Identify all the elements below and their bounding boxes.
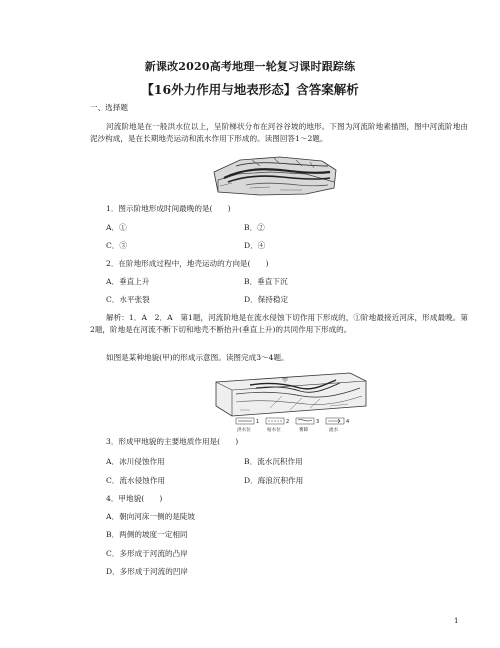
legend-num-1: 1 bbox=[256, 419, 260, 425]
question-3-option-a: A．冰川侵蚀作用 bbox=[106, 457, 165, 466]
question-2-option-a: A．垂直上升 bbox=[106, 277, 150, 286]
legend-num-4: 4 bbox=[346, 419, 350, 425]
legend-label-3: 雾障 bbox=[299, 428, 309, 433]
question-4-option-d: D．多形成于河流的凹岸 bbox=[106, 567, 189, 576]
question-1-option-a: A．① bbox=[106, 223, 127, 232]
question-3-option-d: D．海浪沉积作用 bbox=[244, 476, 304, 485]
document-title: 新课改2020高考地理一轮复习课时跟踪练 bbox=[144, 60, 356, 73]
question-3-option-b: B．流水沉积作用 bbox=[244, 457, 303, 466]
landform-block-diagram bbox=[210, 370, 372, 434]
answer-analysis: 解析：1．A 2．A 第1题，河流阶地是在流水侵蚀下切作用下形成的，①阶地最接近河床，形成最晚。第2题，阶地是在河流不断下切和地壳不断抬升(垂直上升)的共同作用下形成的。 bbox=[90, 313, 468, 334]
question-1-option-d: D．④ bbox=[244, 241, 266, 250]
question-2-option-b: B．垂直下沉 bbox=[244, 277, 288, 286]
svg-text:甲: 甲 bbox=[282, 377, 289, 384]
passage-1: 河流阶地是在一般洪水位以上，呈阶梯状分布在河谷谷坡的地形。下图为河流阶地素描图，图中河流阶地由泥沙构成，是在长期地壳运动和流水作用下形成的。读图回答1～2题。 bbox=[90, 122, 468, 143]
legend-label-4: 流水 bbox=[329, 428, 339, 433]
question-2-option-c: C．水平张裂 bbox=[106, 295, 150, 304]
question-2-option-d: D．保持稳定 bbox=[244, 295, 289, 304]
question-4-option-c: C．多形成于河流的凸岸 bbox=[106, 549, 188, 558]
question-3-stem: 3．形成甲地貌的主要地质作用是( ) bbox=[106, 437, 239, 446]
river-terrace-figure bbox=[210, 152, 340, 196]
legend-label-1: 洪水位 bbox=[237, 428, 251, 433]
passage-2: 如图是某种地貌(甲)的形成示意图。读图完成3～4题。 bbox=[106, 353, 289, 362]
document-subtitle: 【16外力作用与地表形态】含答案解析 bbox=[141, 82, 359, 97]
legend-num-2: 2 bbox=[286, 419, 290, 425]
question-1-option-b: B．② bbox=[244, 223, 265, 232]
question-1-stem: 1．图示阶地形成时间最晚的是( ) bbox=[106, 204, 231, 213]
question-4-stem: 4．甲地貌( ) bbox=[106, 494, 163, 503]
question-4-option-a: A．朝向河床一侧的是陡坡 bbox=[106, 512, 196, 521]
page-number: 1 bbox=[454, 617, 459, 625]
legend-label-2: 枯水位 bbox=[267, 428, 281, 433]
legend-num-3: 3 bbox=[316, 419, 320, 425]
section-heading: 一、选择题 bbox=[90, 103, 128, 112]
question-4-option-b: B．两侧的坡度一定相同 bbox=[106, 530, 188, 539]
question-2-stem: 2．在阶地形成过程中，地壳运动的方向是( ) bbox=[106, 259, 269, 268]
question-1-option-c: C．③ bbox=[106, 241, 127, 250]
question-3-option-c: C．流水侵蚀作用 bbox=[106, 476, 165, 485]
figure-legend bbox=[236, 418, 349, 433]
